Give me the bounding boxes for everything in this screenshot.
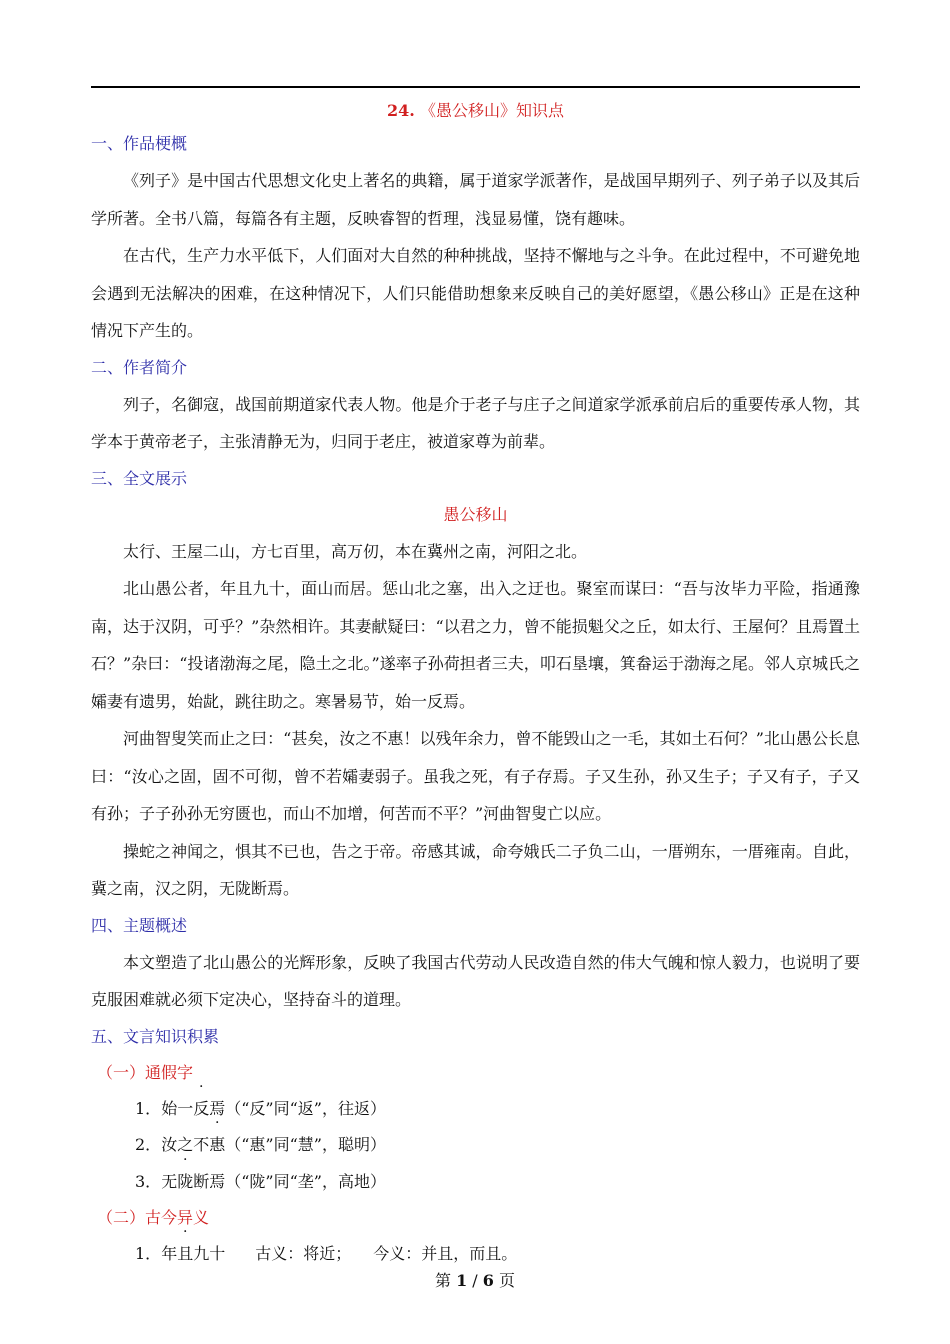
subsection-heading-tongjiazi: （一）通假字 (97, 1062, 194, 1082)
list-item (91, 1091, 860, 1128)
section-heading-fulltext: 三、全文展示 (91, 468, 188, 488)
list-item (91, 1164, 860, 1201)
total-page-number: 6 (482, 1271, 494, 1290)
modern-meaning: 今义：并且，而且。 (373, 1244, 518, 1263)
document-body (91, 96, 860, 1273)
footer-text: 第 (434, 1271, 457, 1290)
section-heading-knowledge: 五、文言知识积累 (91, 1026, 220, 1046)
emphasized-char: 惠 (209, 1135, 226, 1154)
emphasized-char: 反 (193, 1098, 210, 1118)
ancient-meaning: 古义：将近； (255, 1244, 352, 1263)
header-rule (91, 86, 860, 88)
text-subtitle: 愚公移山 (443, 504, 508, 524)
paragraph: 在古代，生产力水平低下，人们面对大自然的种种挑战，坚持不懈地与之斗争。在此过程中，不可避免地会遇到无法解决的困难，在这种情况下，人们只能借助想象来反映自己的美好愿望，《愚公移山》正是在这种情况下产生的。 (91, 246, 860, 340)
paragraph: 北山愚公者，年且九十，面山而居。惩山北之塞，出入之迂也。聚室而谋曰：“吾与汝毕力平险，指通豫南，达于汉阴，可乎？”杂然相许。其妻献疑曰：“以君之力，曾不能损魁父之丘，如太行、王屋何？且焉置土石？”杂曰：“投诸渤海之尾，隐土之北。”遂率子孙荷担者三夫，叩石垦壤，箕畚运于渤海之尾。邻人京城氏之孀妻有遗男，始龀，跳往助之。寒暑易节，始一反焉。 (91, 579, 860, 711)
item-text: （“惠”同“慧”，聪明） (225, 1135, 386, 1154)
title-number: 24 (387, 101, 410, 120)
item-number: 1． (135, 1098, 162, 1118)
section-heading-overview: 一、作品梗概 (91, 134, 188, 153)
item-text: 汝之不 (161, 1135, 210, 1154)
emphasized-char: 且 (177, 1244, 194, 1263)
item-text: 年 (161, 1244, 178, 1263)
item-number: 2． (135, 1135, 162, 1154)
paragraph: 《列子》是中国古代思想文化史上著名的典籍，属于道家学派著作，是战国早期列子、列子弟子以及其后学所著。全书八篇，每篇各有主题，反映睿智的哲理，浅显易懂，饶有趣味。 (91, 171, 860, 228)
list-item (91, 1127, 860, 1164)
footer-text: / (467, 1271, 483, 1290)
item-number: 1． (135, 1244, 162, 1263)
footer-text: 页 (493, 1271, 516, 1290)
subsection-heading-gujinyiyi: （二）古今异义 (97, 1208, 210, 1227)
paragraph: 河曲智叟笑而止之曰：“甚矣，汝之不惠！以残年余力，曾不能毁山之一毛，其如土石何？”北山愚公长息曰：“汝心之固，固不可彻，曾不若孀妻弱子。虽我之死，有子存焉。子又生孙，孙又生子；子又有子，子又有孙；子子孙孙无穷匮也，而山不加增，何苦而不平？”河曲智叟亡以应。 (91, 729, 860, 823)
item-text: 无 (161, 1171, 178, 1191)
item-number: 3． (135, 1171, 162, 1191)
section-heading-theme: 四、主题概述 (91, 915, 188, 935)
paragraph: 本文塑造了北山愚公的光辉形象，反映了我国古代劳动人民改造自然的伟大气魄和惊人毅力，也说明了要克服困难就必须下定决心，坚持奋斗的道理。 (91, 952, 860, 1009)
page-footer (0, 1268, 950, 1291)
item-text: 始一 (161, 1098, 194, 1118)
emphasized-char: 陇 (177, 1171, 194, 1191)
section-heading-author: 二、作者简介 (91, 357, 188, 377)
item-text: 断焉（“陇”同“垄”，高地） (193, 1171, 386, 1191)
title-text: 《愚公移山》知识点 (419, 101, 564, 120)
paragraph: 太行、王屋二山，方七百里，高万仞，本在冀州之南，河阳之北。 (123, 541, 588, 561)
paragraph: 列子，名御寇，战国前期道家代表人物。他是介于老子与庄子之间道家学派承前启后的重要传承人物，其学本于黄帝老子，主张清静无为，归同于老庄，被道家尊为前辈。 (91, 394, 860, 451)
paragraph: 操蛇之神闻之，惧其不已也，告之于帝。帝感其诚，命夸娥氏二子负二山，一厝朔东，一厝雍南。自此，冀之南，汉之阴，无陇断焉。 (91, 841, 860, 898)
title-separator: . (409, 101, 415, 120)
current-page-number: 1 (456, 1271, 468, 1290)
item-text: 焉（“反”同“返”，往返） (209, 1098, 386, 1118)
page-title (91, 96, 860, 126)
item-text: 九十 (193, 1244, 226, 1263)
